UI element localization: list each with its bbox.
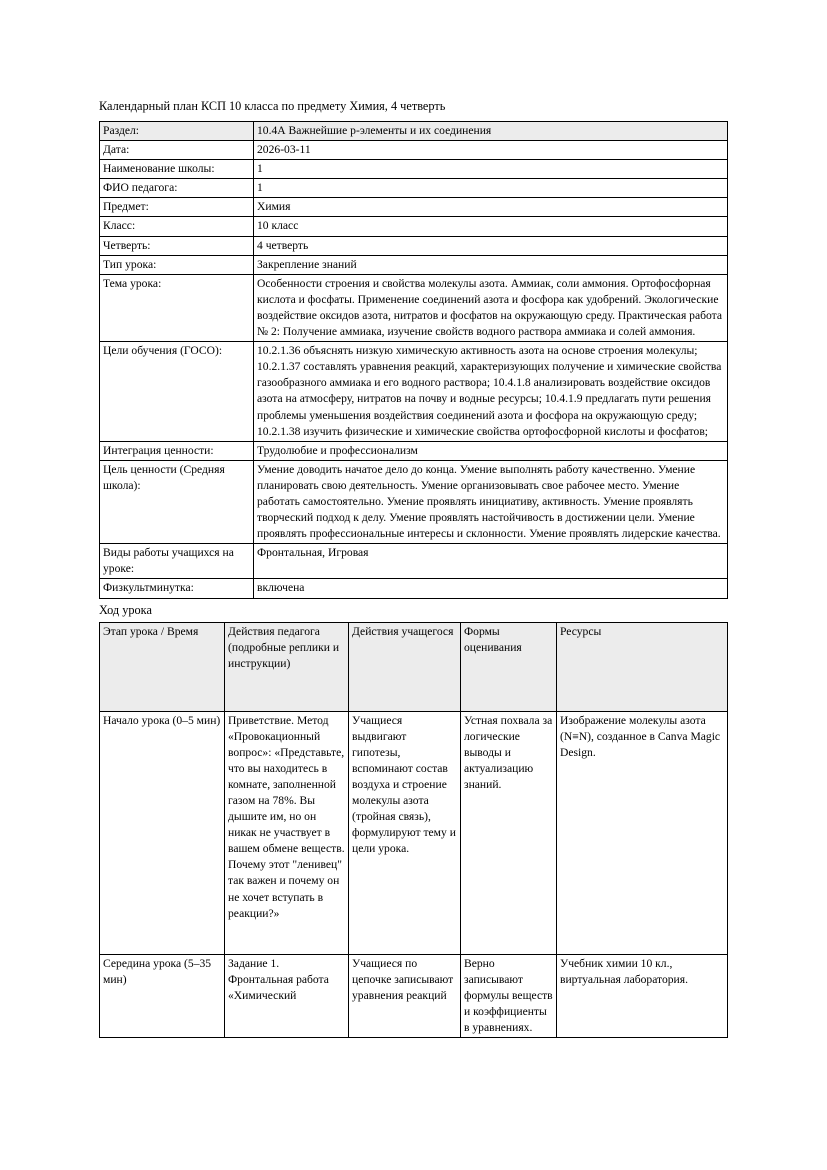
table-row [100,217,728,236]
cell-resources: Изображение молекулы азота (N≡N), созданное в Canva Magic Design. [557,711,728,954]
info-label: Интеграция ценности: [100,441,254,460]
info-value: включена [254,579,728,598]
info-value: 1 [254,179,728,198]
info-label: Класс: [100,217,254,236]
info-value: Умение доводить начатое дело до конца. Умение выполнять работу качественно. Умение планировать свою деятельность. Умение организовывать свое рабочее место. Умение работать самостоятельно. Умение проявлять инициативу, активность. Умение проявлять творческий подход к делу. Умение проявлять настойчивость в достижении цели. Умение проявлять профессиональные интересы и склонности. Умение проявлять лидерские качества. [254,460,728,543]
info-label: Раздел: [100,122,254,141]
table-header-row [100,622,728,711]
table-row [100,544,728,579]
lesson-info-table [99,121,728,599]
info-value: 4 четверть [254,236,728,255]
info-label: Цель ценности (Средняя школа): [100,460,254,543]
lesson-flow-table-body [100,622,728,1037]
info-value: Трудолюбие и профессионализм [254,441,728,460]
info-value: Фронтальная, Игровая [254,544,728,579]
info-label: Виды работы учащихся на уроке: [100,544,254,579]
table-row [100,141,728,160]
info-label: Тема урока: [100,274,254,341]
info-label: ФИО педагога: [100,179,254,198]
info-value: 10.4А Важнейшие p-элементы и их соединения [254,122,728,141]
lesson-info-table-body [100,122,728,599]
column-header-resources: Ресурсы [557,622,728,711]
table-row [100,460,728,543]
cell-stage: Начало урока (0–5 мин) [100,711,225,954]
info-value: Особенности строения и свойства молекулы азота. Аммиак, соли аммония. Ортофосфорная кислота и фосфаты. Применение соединений азота и фосфора как удобрений. Экологические воздействие оксидов азота, нитратов и фосфатов на окружающую среду. Практическая работа № 2: Получение аммиака, изучение свойств водного раствора аммиака и солей аммония. [254,274,728,341]
column-header-student-actions: Действия учащегося [349,622,461,711]
table-row [100,274,728,341]
lesson-flow-table [99,622,728,1038]
table-row [100,122,728,141]
info-value: 10.2.1.36 объяснять низкую химическую активность азота на основе строения молекулы; 10.2.1.37 составлять уравнения реакций, характеризующих получение и химические свойства газообразного аммиака и его водного раствора; 10.4.1.8 анализировать воздействие оксидов азота на атмосферу, нитратов на почву и водные ресурсы; 10.4.1.9 предлагать пути решения проблемы уменьшения воздействия соединений азота и фосфора на окружающую среду; 10.2.1.38 изучить физические и химические свойства ортофосфорной кислоты и фосфатов; [254,342,728,442]
table-row [100,342,728,442]
info-label: Цели обучения (ГОСО): [100,342,254,442]
table-row [100,579,728,598]
table-row [100,255,728,274]
info-value: 10 класс [254,217,728,236]
cell-teacher-actions: Приветствие. Метод «Провокационный вопрос»: «Представьте, что вы находитесь в комнате, заполненной газом на 78%. Вы дышите им, но он никак не участвует в вашем обмене веществ. Почему этот "ленивец" так важен и почему он не хочет вступать в реакции?» [225,711,349,954]
cell-resources: Учебник химии 10 кл., виртуальная лаборатория. [557,954,728,1037]
column-header-assessment: Формы оценивания [461,622,557,711]
cell-student-actions: Учащиеся выдвигают гипотезы, вспоминают состав воздуха и строение молекулы азота (тройная связь), формулируют тему и цели урока. [349,711,461,954]
page-title: Календарный план КСП 10 класса по предмету Химия, 4 четверть [99,99,446,113]
table-row [100,954,728,1037]
column-header-teacher-actions: Действия педагога (подробные реплики и инструкции) [225,622,349,711]
cell-stage: Середина урока (5–35 мин) [100,954,225,1037]
info-label: Предмет: [100,198,254,217]
table-row [100,441,728,460]
info-label: Тип урока: [100,255,254,274]
info-label: Физкультминутка: [100,579,254,598]
table-row [100,198,728,217]
table-row [100,711,728,954]
cell-assessment: Устная похвала за логические выводы и актуализацию знаний. [461,711,557,954]
table-row [100,160,728,179]
table-row [100,236,728,255]
table-row [100,179,728,198]
info-label: Дата: [100,141,254,160]
info-label: Наименование школы: [100,160,254,179]
cell-assessment: Верно записывают формулы веществ и коэффициенты в уравнениях. [461,954,557,1037]
cell-student-actions: Учащиеся по цепочке записывают уравнения реакций [349,954,461,1037]
lesson-flow-caption: Ход урока [99,602,152,617]
info-value: Закрепление знаний [254,255,728,274]
info-value: Химия [254,198,728,217]
info-label: Четверть: [100,236,254,255]
info-value: 1 [254,160,728,179]
column-header-stage: Этап урока / Время [100,622,225,711]
info-value: 2026-03-11 [254,141,728,160]
cell-teacher-actions: Задание 1. Фронтальная работа «Химический [225,954,349,1037]
